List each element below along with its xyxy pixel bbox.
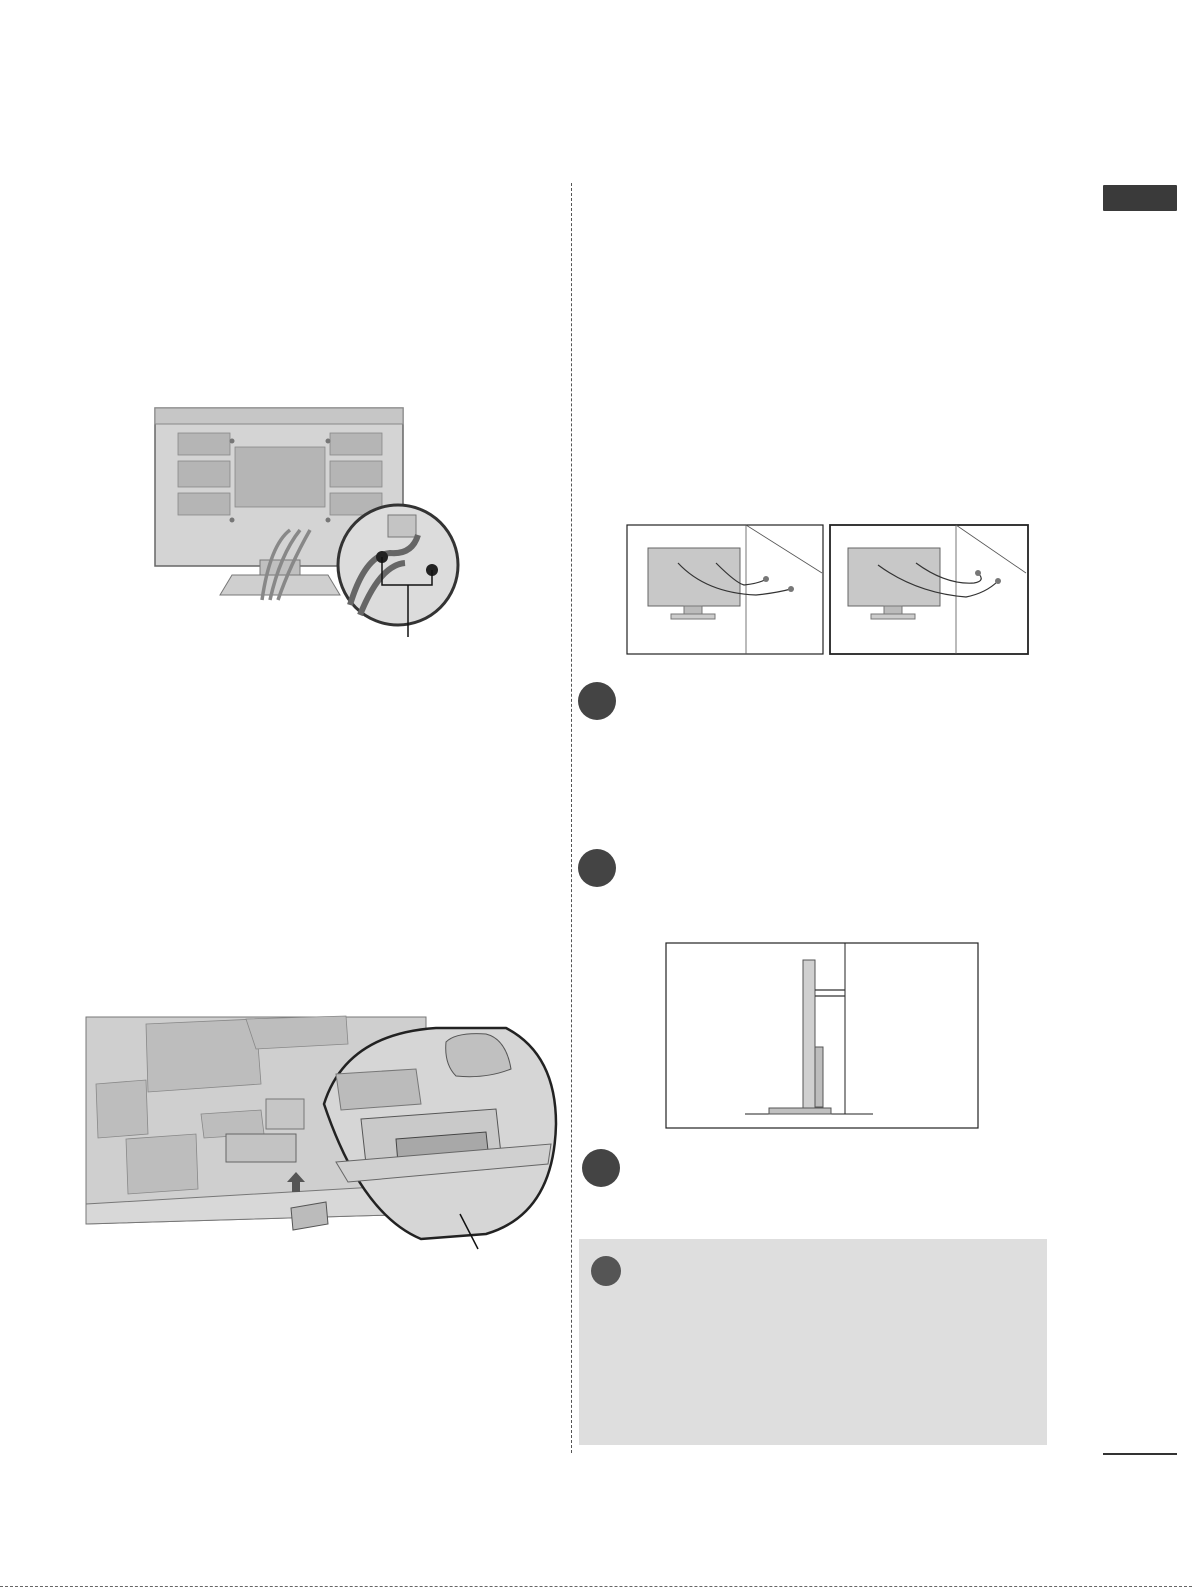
column-divider [571,183,572,1453]
step-bullet-3 [582,1149,620,1187]
tv-bottom-cover-illustration [86,1014,556,1254]
page-cut-line [0,1586,1192,1587]
note-box [579,1239,1047,1445]
wall-strap-panel-right [830,525,1028,654]
step-bullet-1 [578,682,616,720]
tv-side-view-wall-illustration [665,942,980,1130]
page-number-rule [1103,1453,1177,1455]
section-tab [1103,185,1177,211]
note-bullet [591,1256,621,1286]
step-bullet-2 [578,849,616,887]
tv-rear-cable-holder-illustration [150,405,470,650]
wall-strap-panel-left [627,525,823,654]
tv-wall-strap-illustration [626,523,1031,658]
